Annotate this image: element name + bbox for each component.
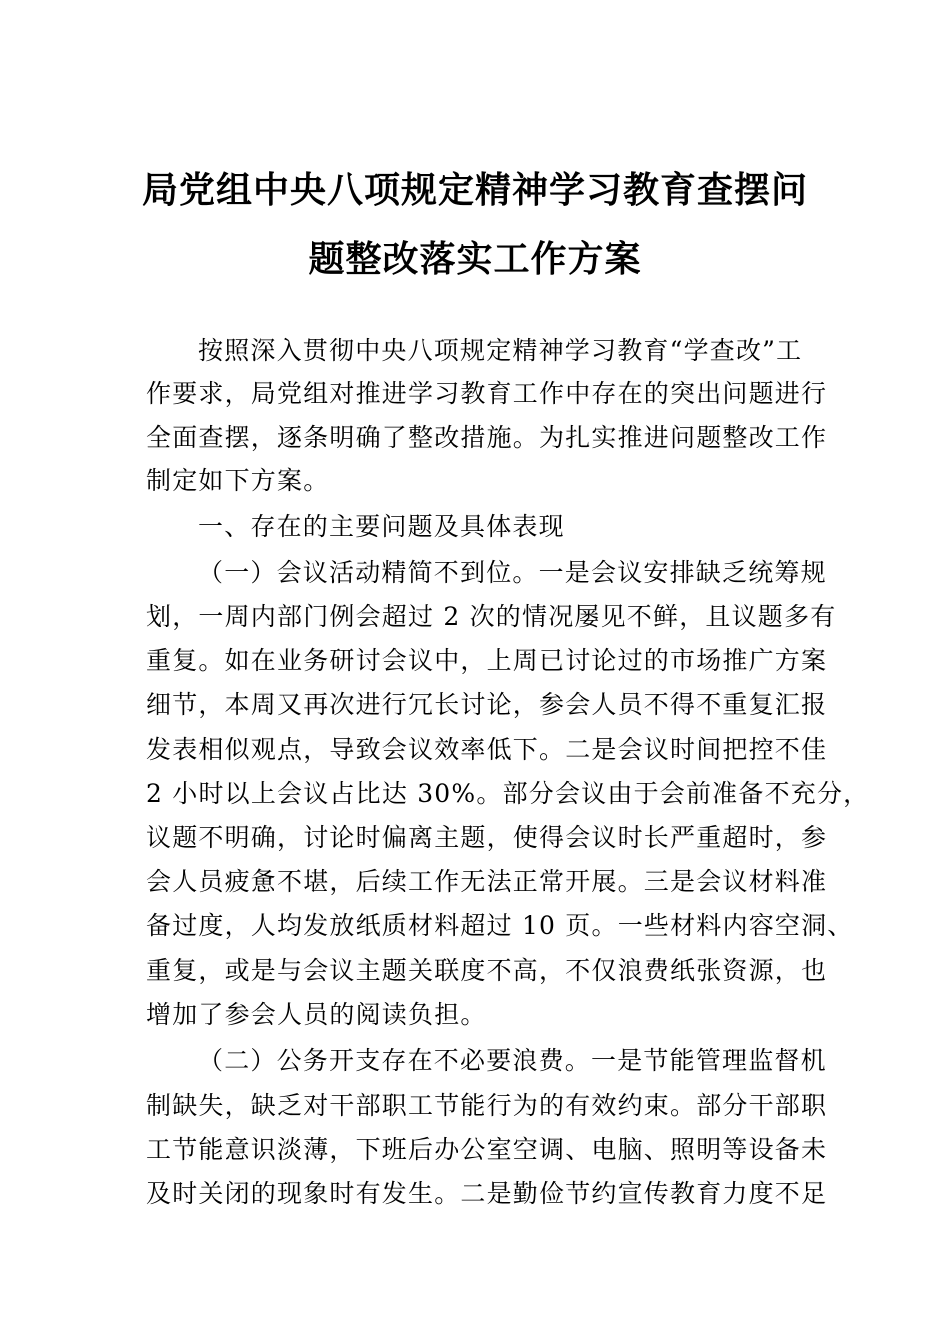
subsection-2-heading: （二）公务开支存在不必要浪费。 [198, 1046, 592, 1075]
subsection-2-line: 工节能意识淡薄，下班后办公室空调、电脑、照明等设备未 [146, 1135, 828, 1164]
subsection-1-line: 发表相似观点，导致会议效率低下。二是会议时间把控不佳 [146, 735, 828, 764]
subsection-1-line: 会人员疲惫不堪，后续工作无法正常开展。三是会议材料准 [146, 867, 828, 896]
subsection-1-line: 重复，或是与会议主题关联度不高，不仅浪费纸张资源，也 [146, 956, 828, 985]
section-heading-1: 一、存在的主要问题及具体表现 [198, 512, 565, 541]
intro-line-3: 全面查摆，逐条明确了整改措施。为扎实推进问题整改工作 [146, 423, 828, 452]
subsection-1-line: 细节，本周又再次进行冗长讨论，参会人员不得不重复汇报 [146, 690, 828, 719]
subsection-1-line: 重复。如在业务研讨会议中，上周已讨论过的市场推广方案 [146, 646, 828, 675]
subsection-1-first-line-text: 一是会议安排缺乏统筹规 [538, 558, 827, 587]
subsection-1-heading: （一）会议活动精简不到位。 [198, 558, 539, 587]
intro-line-4: 制定如下方案。 [146, 466, 330, 495]
subsection-1-line: 备过度，人均发放纸质材料超过 10 页。一些材料内容空洞、 [146, 911, 854, 940]
subsection-2-line: 制缺失，缺乏对干部职工节能行为的有效约束。部分干部职 [146, 1091, 828, 1120]
subsection-2-first-line [198, 1044, 878, 1078]
intro-line-1: 按照深入贯彻中央八项规定精神学习教育“学查改”工 [198, 336, 803, 365]
subsection-1-line: 2 小时以上会议占比达 30%。部分会议由于会前准备不充分， [146, 779, 870, 808]
subsection-1-line: 增加了参会人员的阅读负担。 [146, 1000, 487, 1029]
subsection-1-line: 议题不明确，讨论时偏离主题，使得会议时长严重超时，参 [146, 823, 828, 852]
subsection-2-first-line-text: 一是节能管理监督机 [591, 1046, 827, 1075]
intro-line-2: 作要求，局党组对推进学习教育工作中存在的突出问题进行 [146, 379, 828, 408]
subsection-2-line: 及时关闭的现象时有发生。二是勤俭节约宣传教育力度不足 [146, 1179, 828, 1208]
document-title-line-2: 题整改落实工作方案 [308, 238, 642, 280]
document-title-line-1: 局党组中央八项规定精神学习教育查摆问 [141, 169, 808, 211]
subsection-1-first-line [198, 556, 878, 590]
subsection-1-line: 划，一周内部门例会超过 2 次的情况屡见不鲜，且议题多有 [146, 602, 837, 631]
